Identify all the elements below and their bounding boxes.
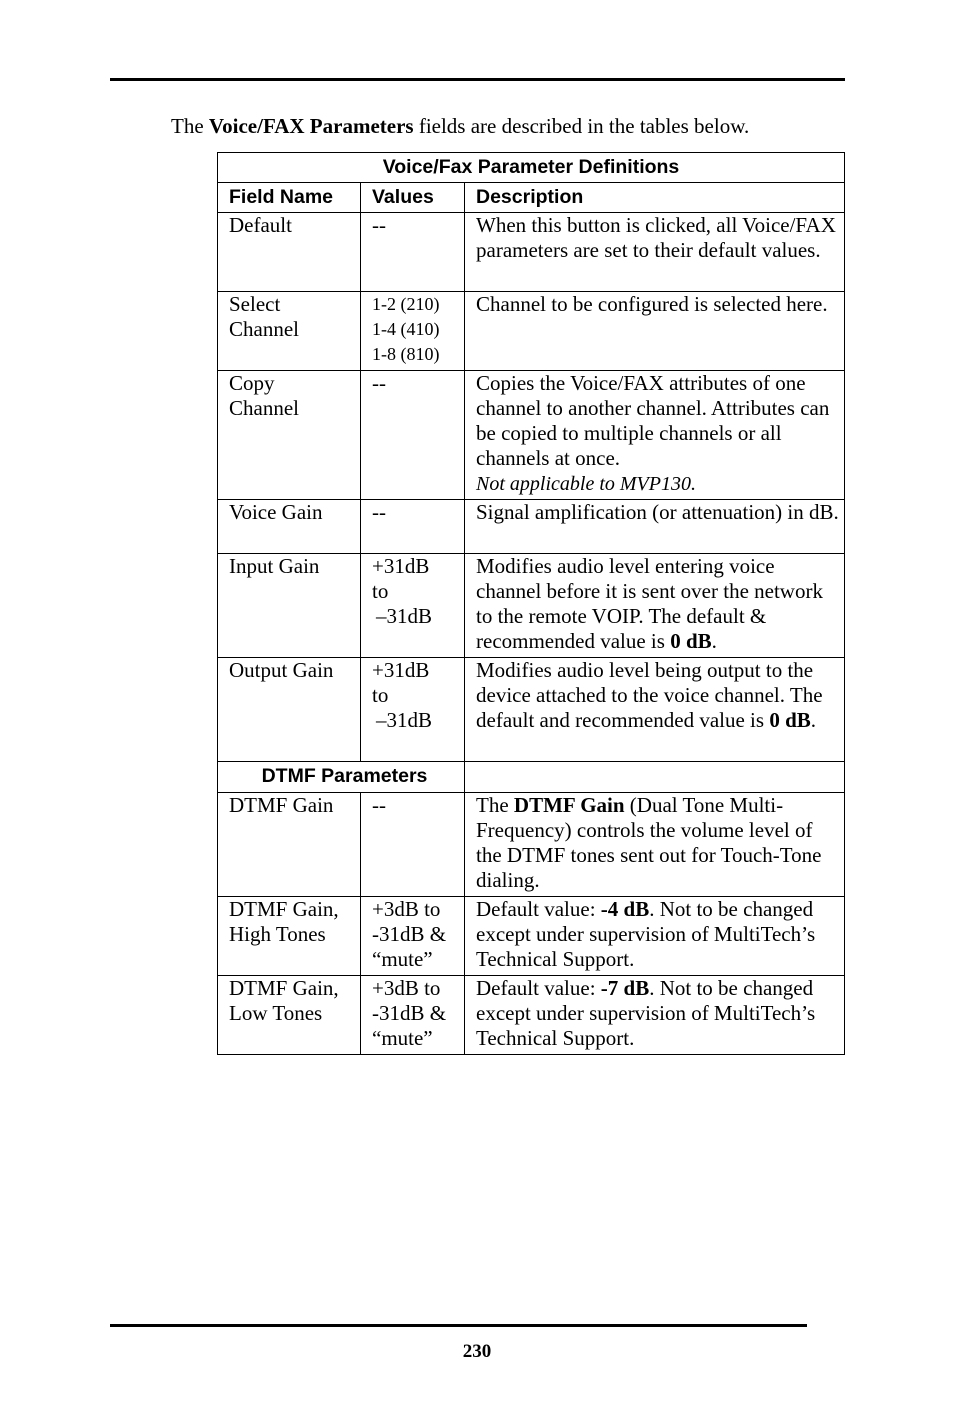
table-row-dtmf-gain <box>218 793 845 897</box>
column-header-field-name: Field Name <box>218 183 361 213</box>
table-row-voice-gain <box>218 500 845 554</box>
table-row-copy-channel <box>218 371 845 500</box>
table-section-row-dtmf <box>218 762 845 793</box>
values-cell: +3dB to -31dB & “mute” <box>361 897 465 976</box>
table-caption: Voice/Fax Parameter Definitions <box>218 153 845 183</box>
voice-fax-parameters-table <box>217 152 845 1055</box>
table-row-input-gain <box>218 554 845 658</box>
description-cell: Copies the Voice/FAX attributes of one channel to another channel. Attributes can be copied to multiple channels or all channels at once. Not applicable to MVP130. <box>465 371 845 500</box>
field-name-cell: DTMF Gain <box>218 793 361 897</box>
values-cell: +31dB to –31dB <box>361 658 465 762</box>
header-rule <box>110 78 845 81</box>
field-name-cell: DTMF Gain, High Tones <box>218 897 361 976</box>
table-row-dtmf-low-tones <box>218 976 845 1055</box>
description-cell: Modifies audio level being output to the device attached to the voice channel. The default and recommended value is 0 dB. <box>465 658 845 762</box>
values-cell: +31dB to –31dB <box>361 554 465 658</box>
field-name-cell: Voice Gain <box>218 500 361 554</box>
table-caption-row <box>218 153 845 183</box>
column-header-description: Description <box>465 183 845 213</box>
values-cell: -- <box>361 213 465 292</box>
table-row-dtmf-high-tones <box>218 897 845 976</box>
values-cell: -- <box>361 371 465 500</box>
applicability-note: Not applicable to MVP130. <box>476 473 696 495</box>
description-cell: Channel to be configured is selected here. <box>465 292 845 371</box>
field-name-cell: Output Gain <box>218 658 361 762</box>
description-cell: The DTMF Gain (Dual Tone Multi-Frequency) controls the volume level of the DTMF tones sent out for Touch-Tone dialing. <box>465 793 845 897</box>
intro-bold-term: Voice/FAX Parameters <box>208 114 414 138</box>
values-cell: -- <box>361 793 465 897</box>
field-name-cell: Copy Channel <box>218 371 361 500</box>
field-name-cell: Default <box>218 213 361 292</box>
empty-cell <box>465 762 845 793</box>
table-header-row <box>218 183 845 213</box>
description-cell: Signal amplification (or attenuation) in dB. <box>465 500 845 554</box>
description-cell: Default value: -7 dB. Not to be changed except under supervision of MultiTech’s Technical Support. <box>465 976 845 1055</box>
values-cell: 1-2 (210) 1-4 (410) 1-8 (810) <box>361 292 465 371</box>
description-cell: Default value: -4 dB. Not to be changed except under supervision of MultiTech’s Technical Support. <box>465 897 845 976</box>
page-number: 230 <box>462 1341 492 1362</box>
values-cell: +3dB to -31dB & “mute” <box>361 976 465 1055</box>
intro-paragraph: The Voice/FAX Parameters fields are described in the tables below. <box>171 114 750 138</box>
field-name-cell: Input Gain <box>218 554 361 658</box>
description-cell: When this button is clicked, all Voice/FAX parameters are set to their default values. <box>465 213 845 292</box>
section-heading-dtmf: DTMF Parameters <box>218 762 465 793</box>
field-name-cell: DTMF Gain, Low Tones <box>218 976 361 1055</box>
description-cell: Modifies audio level entering voice channel before it is sent over the network to the remote VOIP. The default & recommended value is 0 dB. <box>465 554 845 658</box>
table-row-select-channel <box>218 292 845 371</box>
values-cell: -- <box>361 500 465 554</box>
field-name-cell: Select Channel <box>218 292 361 371</box>
table-row-output-gain <box>218 658 845 762</box>
footer-rule <box>110 1324 807 1327</box>
table-row-default <box>218 213 845 292</box>
column-header-values: Values <box>361 183 465 213</box>
